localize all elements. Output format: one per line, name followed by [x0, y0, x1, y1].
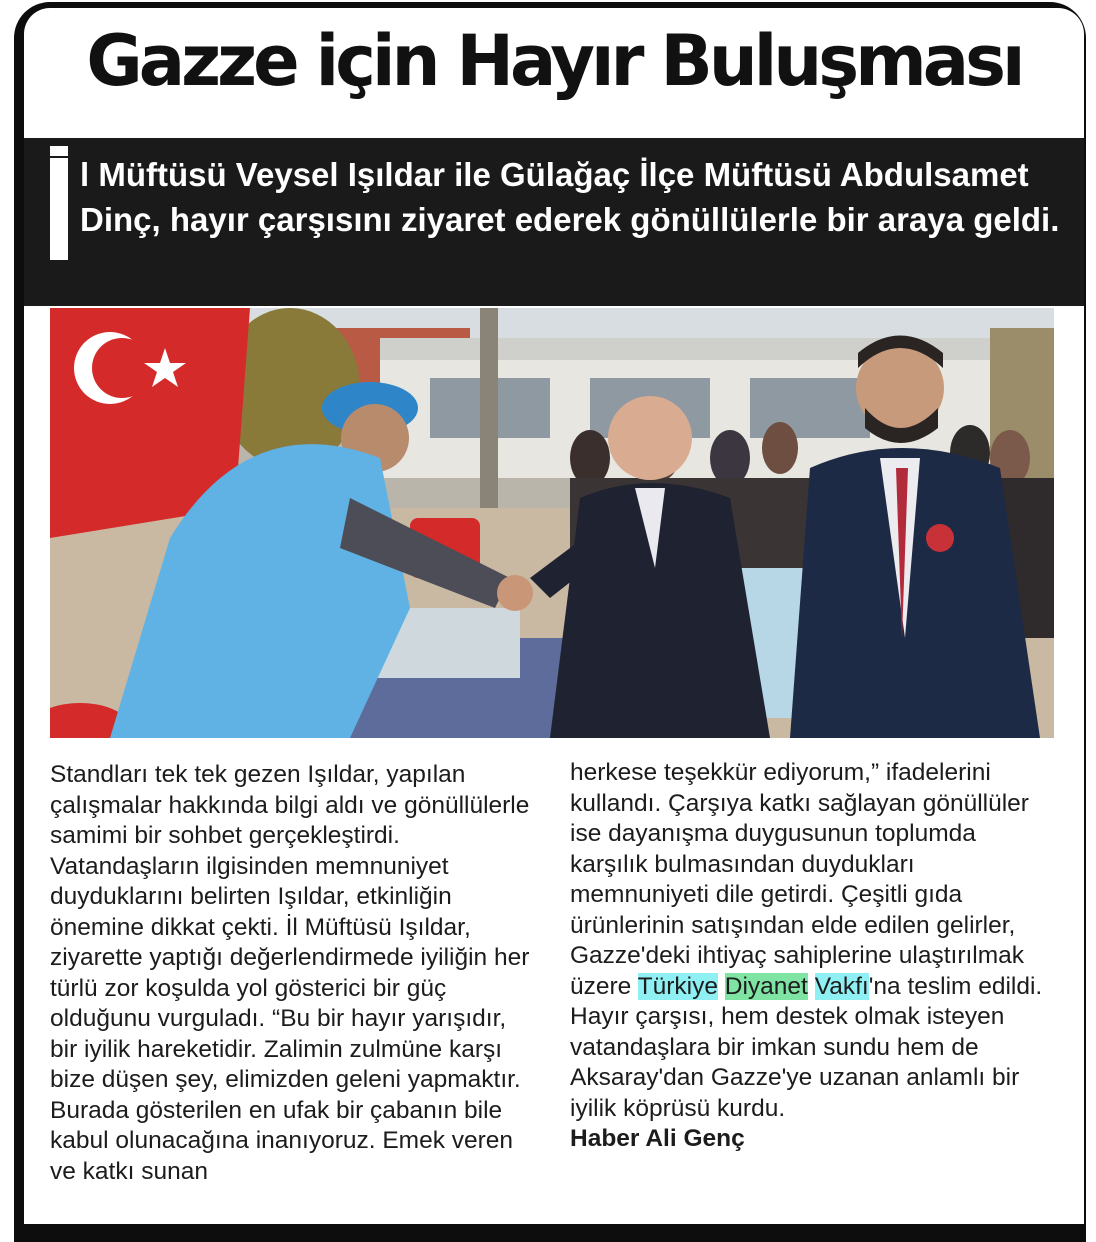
dropcap-dot	[50, 146, 68, 156]
highlight-vakfi: Vakfı	[814, 972, 869, 1000]
byline: Haber Ali Genç	[570, 1125, 745, 1152]
subhead-banner	[24, 138, 1084, 306]
highlight-turkiye: Türkiye	[637, 972, 718, 1000]
body-column-left: Standları tek tek gezen Işıldar, yapılan çalışmalar hakkında bilgi aldı ve gönüllülerle samimi bir sohbet gerçekleştirdi. Vatandaşların ilgisinden memnuniyet duyduklarını belirten Işıldar, etkinliğin önemine dikkat çekti. İl Müftüsü Işıldar, ziyarette yaptığı değerlendirmede iyiliğin her türlü zor koşulda yol gösterici bir güç olduğunu vurguladı. “Bu bir hayır yarışıdır, bir iyilik hareketidir. Zalimin zulmüne karşı bize düşen şey, elimizden geleni yapmaktır. Burada gösterilen en ufak bir çabanın bile kabul olunacağına inanıyoruz. Emek veren ve katkı sunan	[50, 761, 530, 1185]
headline: Gazze için Hayır Buluşması	[86, 20, 1022, 102]
body-right-part-1: herkese teşekkür ediyorum,” ifadelerini kullandı. Çarşıya katkı sağlayan gönüllüler ise dayanışma duygusunun toplumda karşılık bulmasından duydukları memnuniyeti dile getirdi. Çeşitli gıda ürünlerinin satışından elde edilen gelirler, Gazze'deki ihtiyaç sahiplerine ulaştırılmak üzere	[570, 759, 1029, 1000]
subhead-text: l Müftüsü Veysel Işıldar ile Gülağaç İlçe Müftüsü Abdulsamet Dinç, hayır çarşısını ziyaret ederek gönüllülerle bir araya geldi.	[80, 156, 1060, 238]
body-right-part-2: 'na teslim edildi. Hayır çarşısı, hem destek olmak isteyen vatandaşlara bir imkan sundu hem de Aksaray'dan Gazze'ye uzanan anlamlı bir iyilik köprüsü kurdu.	[570, 972, 1043, 1122]
body-column-right	[570, 758, 1060, 1155]
highlight-diyanet: Diyanet	[724, 972, 808, 1000]
news-photo	[50, 308, 1054, 738]
article	[24, 8, 1084, 1224]
dropcap-i	[50, 158, 68, 260]
